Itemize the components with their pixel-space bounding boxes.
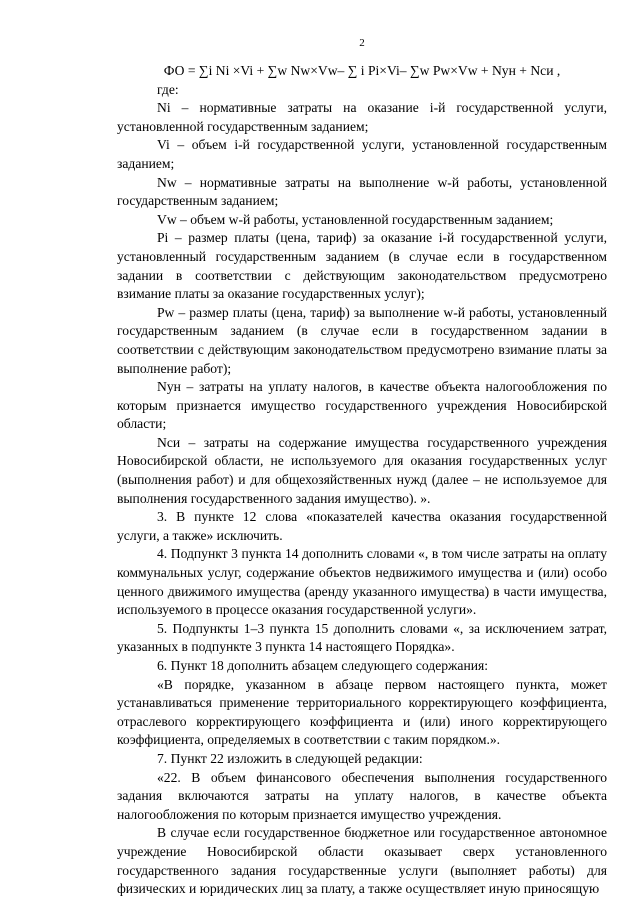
paragraph: Ni – нормативные затраты на оказание i-й государственной услуги, установлeнной государственным заданием; xyxy=(117,100,607,134)
paragraph: 5. Подпункты 1–3 пункта 15 дополнить словами «, за исключением затрат, указанных в подпункте 3 пункта 14 настоящего Порядка». xyxy=(117,620,607,655)
document-body xyxy=(117,81,607,899)
paragraph: В случае если государственное бюджетное или государственное автономное учреждение Новосибирской области оказывает сверх установленного государственного задания государственные услуги (выполняет работы) для физических и юридических лиц за плату, а также осуществляет иную приносящую xyxy=(117,825,607,897)
paragraph: 3. В пункте 12 слова «показателей качества оказания государственной услуги, а также» исключить. xyxy=(117,509,607,543)
paragraph: «В порядке, указанном в абзаце первом настоящего пункта, может устанавливаться применение территориального корректирующего коэффициента, отраслевого корректирующего коэффициента и (или) иного корректирующего коэффициента, определяемых в соответствии с таким порядком.». xyxy=(117,676,607,748)
paragraph: Nун – затраты на уплату налогов, в качестве объекта налогообложения по которым признается имущество государственного учреждения Новосибирской области; xyxy=(117,379,607,432)
formula: ФО = ∑i Ni ×Vi + ∑w Nw×Vw– ∑ i Pi×Vi– ∑w Pw×Vw + Nун + Nси , xyxy=(163,63,561,78)
paragraph: Nси – затраты на содержание имущества государственного учреждения Новосибирской области, не используемого для оказания государственных услуг (выполнения работ) и для общехозяйственных нужд (далее – не используемое для выполнения государственного задания имущество). ». xyxy=(117,434,607,506)
paragraph: 6. Пункт 18 дополнить абзацем следующего содержания: xyxy=(157,658,489,673)
paragraph: 4. Подпункт 3 пункта 14 дополнить словами «, в том числе затраты на оплату коммунальных услуг, содержание объектов недвижимого имущества и (или) особо ценного движимого имущества (аренду указанного имущества) в части имущества, используемого в процессе оказания государственной услуги». xyxy=(117,546,607,618)
paragraph: Vw – объем w-й работы, установленной государственным заданием; xyxy=(157,211,554,227)
page-number: 2 xyxy=(359,37,365,49)
paragraph: Pw – размер платы (цена, тариф) за выполнение w-й работы, установленный государственным заданием (в случае если в государственном задании в соответствии с действующим законодательством предусмотрено взимание платы за выполнение работ); xyxy=(117,304,607,376)
paragraph: 7. Пункт 22 изложить в следующей редакции: xyxy=(157,750,423,766)
paragraph: «22. В объем финансового обеспечения выполнения государственного задания включаются затраты на уплату налогов, в качестве объекта налогообложения по которым признается имущество учреждения. xyxy=(117,769,607,822)
paragraph: Pi – размер платы (цена, тариф) за оказание i-й государственной услуги, установленный государственным заданием (в случае если в государственном задании в соответствии с действующим законодательством предусмотрено взимание платы за оказание государственных услуг); xyxy=(117,230,607,302)
paragraph: где: xyxy=(157,81,179,97)
paragraph: Nw – нормативные затраты на выполнение w-й работы, установленной государственным заданием; xyxy=(117,174,607,209)
paragraph: Vi – объем i-й государственной услуги, установленной государственным заданием; xyxy=(117,137,607,171)
